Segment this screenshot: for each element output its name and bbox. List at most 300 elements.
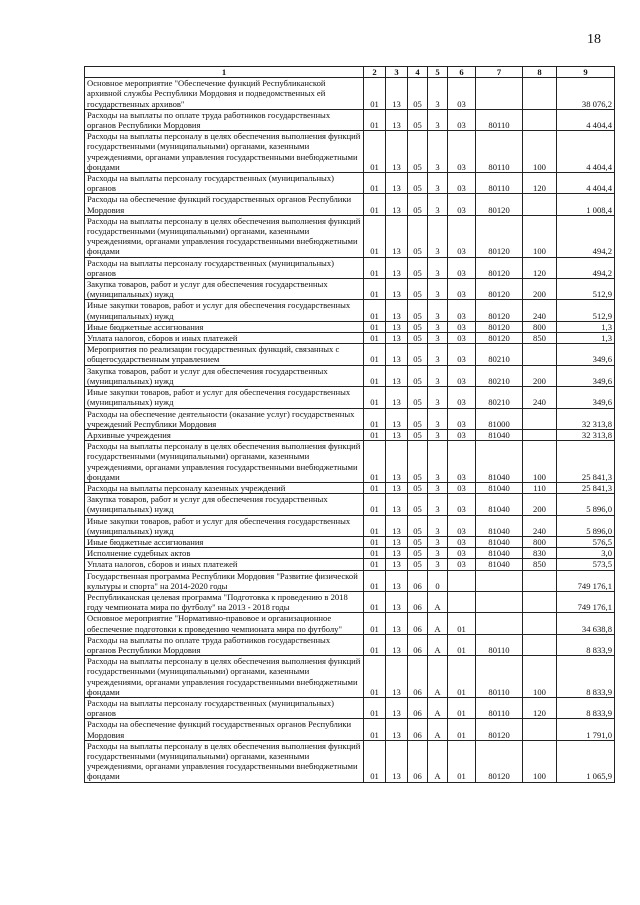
- expense-type-cell: 110: [523, 482, 557, 493]
- item-name-cell: Расходы на выплаты по оплате труда работников государственных органов Республики Мордовия: [85, 109, 364, 130]
- subprogram-cell: 3: [428, 515, 448, 536]
- table-row: [85, 548, 615, 559]
- program-cell: 06: [408, 719, 428, 740]
- subprogram-cell: 3: [428, 344, 448, 365]
- budget-table: [84, 66, 615, 783]
- section-cell: 01: [364, 548, 386, 559]
- table-row: [85, 333, 615, 344]
- table-row: [85, 656, 615, 698]
- subsection-cell: 13: [386, 740, 408, 782]
- direction-cell: 81040: [476, 559, 523, 570]
- subsection-cell: 13: [386, 515, 408, 536]
- amount-cell: 32 313,8: [557, 408, 615, 429]
- item-name-cell: Исполнение судебных актов: [85, 548, 364, 559]
- event-cell: 03: [448, 548, 476, 559]
- event-cell: 01: [448, 634, 476, 655]
- direction-cell: 80210: [476, 387, 523, 408]
- direction-cell: 80110: [476, 131, 523, 173]
- item-name-cell: Закупка товаров, работ и услуг для обеспечения государственных (муниципальных) нужд: [85, 494, 364, 515]
- section-cell: 01: [364, 257, 386, 278]
- program-cell: 05: [408, 131, 428, 173]
- event-cell: 03: [448, 441, 476, 483]
- table-row: [85, 515, 615, 536]
- item-name-cell: Расходы на выплаты персоналу в целях обеспечения выполнения функций государственными (муниципальными) органами, казенными учреждениями, органами управления государственными внебюджетными фондами: [85, 131, 364, 173]
- program-cell: 06: [408, 570, 428, 591]
- section-cell: 01: [364, 494, 386, 515]
- subprogram-cell: 3: [428, 536, 448, 547]
- section-cell: 01: [364, 656, 386, 698]
- expense-type-cell: 800: [523, 321, 557, 332]
- amount-cell: 573,5: [557, 559, 615, 570]
- subprogram-cell: 3: [428, 365, 448, 386]
- section-cell: 01: [364, 194, 386, 215]
- column-header: 3: [386, 67, 408, 78]
- subprogram-cell: 3: [428, 548, 448, 559]
- program-cell: 05: [408, 344, 428, 365]
- event-cell: 03: [448, 279, 476, 300]
- event-cell: 03: [448, 536, 476, 547]
- subsection-cell: 13: [386, 344, 408, 365]
- subsection-cell: 13: [386, 591, 408, 612]
- event-cell: 03: [448, 215, 476, 257]
- subsection-cell: 13: [386, 279, 408, 300]
- direction-cell: 80120: [476, 279, 523, 300]
- expense-type-cell: 240: [523, 300, 557, 321]
- subsection-cell: 13: [386, 321, 408, 332]
- expense-type-cell: 120: [523, 697, 557, 718]
- column-header: 4: [408, 67, 428, 78]
- subprogram-cell: 3: [428, 333, 448, 344]
- section-cell: 01: [364, 634, 386, 655]
- subprogram-cell: 3: [428, 279, 448, 300]
- table-row: [85, 408, 615, 429]
- item-name-cell: Иные бюджетные ассигнования: [85, 536, 364, 547]
- item-name-cell: Уплата налогов, сборов и иных платежей: [85, 333, 364, 344]
- subsection-cell: 13: [386, 634, 408, 655]
- subsection-cell: 13: [386, 570, 408, 591]
- program-cell: 05: [408, 365, 428, 386]
- table-row: [85, 215, 615, 257]
- subprogram-cell: 3: [428, 482, 448, 493]
- section-cell: 01: [364, 740, 386, 782]
- column-header: 5: [428, 67, 448, 78]
- expense-type-cell: 100: [523, 215, 557, 257]
- section-cell: 01: [364, 173, 386, 194]
- amount-cell: 576,5: [557, 536, 615, 547]
- item-name-cell: Иные бюджетные ассигнования: [85, 321, 364, 332]
- section-cell: 01: [364, 408, 386, 429]
- subprogram-cell: 3: [428, 321, 448, 332]
- event-cell: 03: [448, 78, 476, 110]
- expense-type-cell: 100: [523, 131, 557, 173]
- table-row: [85, 173, 615, 194]
- section-cell: 01: [364, 78, 386, 110]
- subsection-cell: 13: [386, 656, 408, 698]
- section-cell: 01: [364, 559, 386, 570]
- table-row: [85, 109, 615, 130]
- subsection-cell: 13: [386, 173, 408, 194]
- program-cell: 05: [408, 387, 428, 408]
- direction-cell: [476, 78, 523, 110]
- section-cell: 01: [364, 109, 386, 130]
- amount-cell: 749 176,1: [557, 591, 615, 612]
- column-header: 8: [523, 67, 557, 78]
- table-row: [85, 257, 615, 278]
- item-name-cell: Основное мероприятие "Обеспечение функций Республиканской архивной службы Республики Мордовия и подведомственных ей государственных архивов": [85, 78, 364, 110]
- subprogram-cell: 3: [428, 173, 448, 194]
- table-row: [85, 78, 615, 110]
- direction-cell: [476, 613, 523, 634]
- item-name-cell: Расходы на обеспечение деятельности (оказание услуг) государственных учреждений Республики Мордовия: [85, 408, 364, 429]
- event-cell: [448, 570, 476, 591]
- program-cell: 06: [408, 634, 428, 655]
- program-cell: 05: [408, 429, 428, 440]
- expense-type-cell: 120: [523, 257, 557, 278]
- column-header: 9: [557, 67, 615, 78]
- program-cell: 05: [408, 408, 428, 429]
- section-cell: 01: [364, 365, 386, 386]
- section-cell: 01: [364, 279, 386, 300]
- table-row: [85, 591, 615, 612]
- event-cell: 03: [448, 515, 476, 536]
- amount-cell: 3,0: [557, 548, 615, 559]
- direction-cell: 80120: [476, 719, 523, 740]
- subprogram-cell: А: [428, 740, 448, 782]
- table-row: [85, 719, 615, 740]
- event-cell: 03: [448, 333, 476, 344]
- table-row: [85, 194, 615, 215]
- direction-cell: 80110: [476, 109, 523, 130]
- subprogram-cell: 3: [428, 109, 448, 130]
- subprogram-cell: А: [428, 656, 448, 698]
- direction-cell: 81040: [476, 548, 523, 559]
- table-body: [85, 78, 615, 782]
- event-cell: 01: [448, 740, 476, 782]
- section-cell: 01: [364, 333, 386, 344]
- expense-type-cell: [523, 344, 557, 365]
- subprogram-cell: 3: [428, 387, 448, 408]
- event-cell: 03: [448, 131, 476, 173]
- table-row: [85, 429, 615, 440]
- subsection-cell: 13: [386, 697, 408, 718]
- direction-cell: 80110: [476, 697, 523, 718]
- direction-cell: 80120: [476, 257, 523, 278]
- subsection-cell: 13: [386, 78, 408, 110]
- subprogram-cell: 3: [428, 78, 448, 110]
- section-cell: 01: [364, 321, 386, 332]
- program-cell: 05: [408, 300, 428, 321]
- event-cell: 03: [448, 494, 476, 515]
- item-name-cell: Уплата налогов, сборов и иных платежей: [85, 559, 364, 570]
- amount-cell: 1 065,9: [557, 740, 615, 782]
- expense-type-cell: [523, 194, 557, 215]
- direction-cell: 80120: [476, 215, 523, 257]
- section-cell: 01: [364, 344, 386, 365]
- amount-cell: 5 896,0: [557, 515, 615, 536]
- amount-cell: 4 404,4: [557, 109, 615, 130]
- section-cell: 01: [364, 697, 386, 718]
- event-cell: 03: [448, 173, 476, 194]
- table-row: [85, 300, 615, 321]
- expense-type-cell: 830: [523, 548, 557, 559]
- item-name-cell: Расходы на выплаты персоналу казенных учреждений: [85, 482, 364, 493]
- subsection-cell: 13: [386, 559, 408, 570]
- amount-cell: 34 638,8: [557, 613, 615, 634]
- subsection-cell: 13: [386, 365, 408, 386]
- expense-type-cell: [523, 719, 557, 740]
- event-cell: 03: [448, 387, 476, 408]
- subsection-cell: 13: [386, 548, 408, 559]
- section-cell: 01: [364, 441, 386, 483]
- subprogram-cell: 3: [428, 559, 448, 570]
- subsection-cell: 13: [386, 194, 408, 215]
- expense-type-cell: [523, 408, 557, 429]
- table-row: [85, 613, 615, 634]
- program-cell: 05: [408, 559, 428, 570]
- program-cell: 06: [408, 697, 428, 718]
- amount-cell: 749 176,1: [557, 570, 615, 591]
- amount-cell: 38 076,2: [557, 78, 615, 110]
- expense-type-cell: 240: [523, 387, 557, 408]
- expense-type-cell: [523, 570, 557, 591]
- section-cell: 01: [364, 131, 386, 173]
- subsection-cell: 13: [386, 613, 408, 634]
- expense-type-cell: 100: [523, 656, 557, 698]
- amount-cell: 494,2: [557, 215, 615, 257]
- item-name-cell: Расходы на выплаты по оплате труда работников государственных органов Республики Мордовия: [85, 634, 364, 655]
- program-cell: 06: [408, 613, 428, 634]
- amount-cell: 349,6: [557, 365, 615, 386]
- table-row: [85, 570, 615, 591]
- amount-cell: 1,3: [557, 321, 615, 332]
- expense-type-cell: [523, 591, 557, 612]
- section-cell: 01: [364, 482, 386, 493]
- subprogram-cell: 3: [428, 300, 448, 321]
- amount-cell: 4 404,4: [557, 131, 615, 173]
- item-name-cell: Расходы на обеспечение функций государственных органов Республики Мордовия: [85, 719, 364, 740]
- program-cell: 05: [408, 279, 428, 300]
- event-cell: 03: [448, 429, 476, 440]
- program-cell: 06: [408, 591, 428, 612]
- program-cell: 05: [408, 194, 428, 215]
- program-cell: 05: [408, 321, 428, 332]
- amount-cell: 349,6: [557, 344, 615, 365]
- item-name-cell: Расходы на выплаты персоналу в целях обеспечения выполнения функций государственными (муниципальными) органами, казенными учреждениями, органами управления государственными внебюджетными фондами: [85, 656, 364, 698]
- subsection-cell: 13: [386, 131, 408, 173]
- item-name-cell: Расходы на выплаты персоналу в целях обеспечения выполнения функций государственными (муниципальными) органами, казенными учреждениями, органами управления государственными внебюджетными фондами: [85, 215, 364, 257]
- direction-cell: 81040: [476, 515, 523, 536]
- direction-cell: 81040: [476, 494, 523, 515]
- subsection-cell: 13: [386, 333, 408, 344]
- program-cell: 05: [408, 441, 428, 483]
- subsection-cell: 13: [386, 441, 408, 483]
- section-cell: 01: [364, 719, 386, 740]
- program-cell: 05: [408, 257, 428, 278]
- subprogram-cell: 3: [428, 429, 448, 440]
- item-name-cell: Расходы на обеспечение функций государственных органов Республики Мордовия: [85, 194, 364, 215]
- expense-type-cell: 850: [523, 333, 557, 344]
- subprogram-cell: 3: [428, 131, 448, 173]
- table-row: [85, 482, 615, 493]
- column-header: 2: [364, 67, 386, 78]
- table-row: [85, 131, 615, 173]
- item-name-cell: Иные закупки товаров, работ и услуг для обеспечения государственных (муниципальных) нужд: [85, 300, 364, 321]
- expense-type-cell: [523, 613, 557, 634]
- item-name-cell: Государственная программа Республики Мордовия "Развитие физической культуры и спорта" на 2014-2020 годы: [85, 570, 364, 591]
- column-header: 7: [476, 67, 523, 78]
- item-name-cell: Закупка товаров, работ и услуг для обеспечения государственных (муниципальных) нужд: [85, 365, 364, 386]
- subprogram-cell: 0: [428, 570, 448, 591]
- direction-cell: 81040: [476, 482, 523, 493]
- section-cell: 01: [364, 215, 386, 257]
- subprogram-cell: А: [428, 719, 448, 740]
- direction-cell: [476, 570, 523, 591]
- item-name-cell: Иные закупки товаров, работ и услуг для обеспечения государственных (муниципальных) нужд: [85, 387, 364, 408]
- expense-type-cell: [523, 634, 557, 655]
- subsection-cell: 13: [386, 408, 408, 429]
- amount-cell: 349,6: [557, 387, 615, 408]
- direction-cell: 80120: [476, 333, 523, 344]
- expense-type-cell: 240: [523, 515, 557, 536]
- subsection-cell: 13: [386, 215, 408, 257]
- amount-cell: 25 841,3: [557, 482, 615, 493]
- expense-type-cell: 200: [523, 365, 557, 386]
- program-cell: 06: [408, 656, 428, 698]
- event-cell: 03: [448, 482, 476, 493]
- expense-type-cell: 100: [523, 441, 557, 483]
- subsection-cell: 13: [386, 536, 408, 547]
- amount-cell: 8 833,9: [557, 697, 615, 718]
- expense-type-cell: 200: [523, 494, 557, 515]
- table-header-row: [85, 67, 615, 78]
- item-name-cell: Основное мероприятие "Нормативно-правовое и организационное обеспечение подготовки к проведению чемпионата мира по футболу": [85, 613, 364, 634]
- event-cell: 03: [448, 344, 476, 365]
- program-cell: 05: [408, 215, 428, 257]
- section-cell: 01: [364, 429, 386, 440]
- amount-cell: 32 313,8: [557, 429, 615, 440]
- table-row: [85, 321, 615, 332]
- direction-cell: 80110: [476, 634, 523, 655]
- table-row: [85, 697, 615, 718]
- subsection-cell: 13: [386, 494, 408, 515]
- program-cell: 05: [408, 536, 428, 547]
- subprogram-cell: 3: [428, 257, 448, 278]
- subprogram-cell: А: [428, 634, 448, 655]
- direction-cell: 80210: [476, 344, 523, 365]
- expense-type-cell: [523, 78, 557, 110]
- event-cell: 01: [448, 613, 476, 634]
- table-row: [85, 494, 615, 515]
- subsection-cell: 13: [386, 719, 408, 740]
- amount-cell: 8 833,9: [557, 656, 615, 698]
- event-cell: 03: [448, 365, 476, 386]
- item-name-cell: Расходы на выплаты персоналу государственных (муниципальных) органов: [85, 173, 364, 194]
- amount-cell: 512,9: [557, 300, 615, 321]
- item-name-cell: Расходы на выплаты персоналу в целях обеспечения выполнения функций государственными (муниципальными) органами, казенными учреждениями, органами управления государственными внебюджетными фондами: [85, 441, 364, 483]
- direction-cell: 81000: [476, 408, 523, 429]
- expense-type-cell: 850: [523, 559, 557, 570]
- event-cell: 01: [448, 719, 476, 740]
- item-name-cell: Республиканская целевая программа "Подготовка к проведению в 2018 году чемпионата мира по футболу" на 2013 - 2018 годы: [85, 591, 364, 612]
- program-cell: 05: [408, 109, 428, 130]
- event-cell: 01: [448, 656, 476, 698]
- amount-cell: 25 841,3: [557, 441, 615, 483]
- item-name-cell: Расходы на выплаты персоналу в целях обеспечения выполнения функций государственными (муниципальными) органами, казенными учреждениями, органами управления государственными внебюджетными фондами: [85, 740, 364, 782]
- item-name-cell: Мероприятия по реализации государственных функций, связанных с общегосударственным управлением: [85, 344, 364, 365]
- item-name-cell: Расходы на выплаты персоналу государственных (муниципальных) органов: [85, 257, 364, 278]
- amount-cell: 1,3: [557, 333, 615, 344]
- program-cell: 05: [408, 333, 428, 344]
- table-row: [85, 441, 615, 483]
- section-cell: 01: [364, 515, 386, 536]
- subprogram-cell: А: [428, 613, 448, 634]
- amount-cell: 1 791,0: [557, 719, 615, 740]
- event-cell: 03: [448, 300, 476, 321]
- direction-cell: 80110: [476, 656, 523, 698]
- subprogram-cell: 3: [428, 494, 448, 515]
- table-row: [85, 344, 615, 365]
- direction-cell: 81040: [476, 536, 523, 547]
- subprogram-cell: 3: [428, 194, 448, 215]
- event-cell: 03: [448, 408, 476, 429]
- event-cell: 03: [448, 257, 476, 278]
- subsection-cell: 13: [386, 482, 408, 493]
- expense-type-cell: 120: [523, 173, 557, 194]
- expense-type-cell: [523, 429, 557, 440]
- direction-cell: 80120: [476, 300, 523, 321]
- amount-cell: 494,2: [557, 257, 615, 278]
- section-cell: 01: [364, 591, 386, 612]
- table-row: [85, 387, 615, 408]
- event-cell: 03: [448, 194, 476, 215]
- item-name-cell: Закупка товаров, работ и услуг для обеспечения государственных (муниципальных) нужд: [85, 279, 364, 300]
- event-cell: [448, 591, 476, 612]
- event-cell: 03: [448, 559, 476, 570]
- page-number: 18: [587, 32, 601, 47]
- table-row: [85, 279, 615, 300]
- amount-cell: 1 008,4: [557, 194, 615, 215]
- column-header: 1: [85, 67, 364, 78]
- item-name-cell: Иные закупки товаров, работ и услуг для обеспечения государственных (муниципальных) нужд: [85, 515, 364, 536]
- table-row: [85, 634, 615, 655]
- subprogram-cell: А: [428, 591, 448, 612]
- direction-cell: 80120: [476, 321, 523, 332]
- section-cell: 01: [364, 570, 386, 591]
- event-cell: 01: [448, 697, 476, 718]
- program-cell: 05: [408, 78, 428, 110]
- amount-cell: 512,9: [557, 279, 615, 300]
- subsection-cell: 13: [386, 387, 408, 408]
- event-cell: 03: [448, 109, 476, 130]
- direction-cell: 80120: [476, 740, 523, 782]
- section-cell: 01: [364, 613, 386, 634]
- column-header: 6: [448, 67, 476, 78]
- amount-cell: 5 896,0: [557, 494, 615, 515]
- program-cell: 05: [408, 494, 428, 515]
- direction-cell: 80120: [476, 194, 523, 215]
- subsection-cell: 13: [386, 257, 408, 278]
- program-cell: 05: [408, 173, 428, 194]
- program-cell: 06: [408, 740, 428, 782]
- expense-type-cell: [523, 109, 557, 130]
- expense-type-cell: 100: [523, 740, 557, 782]
- event-cell: 03: [448, 321, 476, 332]
- program-cell: 05: [408, 482, 428, 493]
- table-row: [85, 365, 615, 386]
- subprogram-cell: А: [428, 697, 448, 718]
- subsection-cell: 13: [386, 300, 408, 321]
- section-cell: 01: [364, 300, 386, 321]
